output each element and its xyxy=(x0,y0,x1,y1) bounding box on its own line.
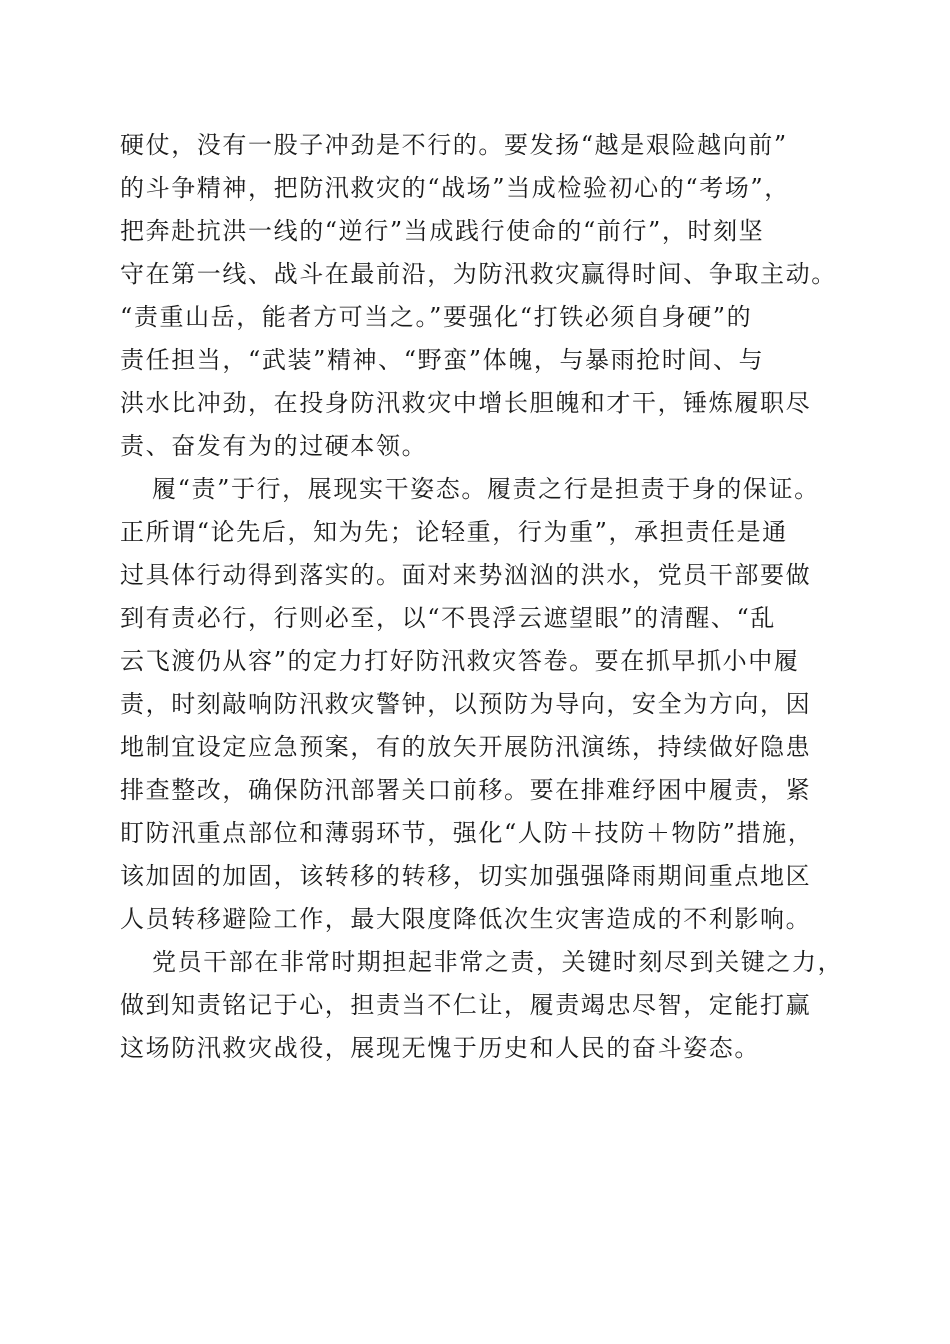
paragraph-first-line: 党员干部在非常时期担起非常之责，关键时刻尽到关键之力， xyxy=(152,948,844,976)
text-line: 盯防汛重点部位和薄弱环节，强化“人防＋技防＋物防”措施， xyxy=(120,819,814,847)
text-line: 人员转移避险工作，最大限度降低次生灾害造成的不利影响。 xyxy=(120,905,812,933)
text-line: 守在第一线、战斗在最前沿，为防汛救灾赢得时间、争取主动。 xyxy=(120,260,837,288)
text-line: 洪水比冲劲，在投身防汛救灾中增长胆魄和才干，锤炼履职尽 xyxy=(120,389,812,417)
text-line: “责重山岳，能者方可当之。”要强化“打铁必须自身硬”的 xyxy=(120,303,753,331)
text-line: 云飞渡仍从容”的定力打好防汛救灾答卷。要在抓早抓小中履 xyxy=(120,647,800,675)
text-line: 该加固的加固，该转移的转移，切实加强强降雨期间重点地区 xyxy=(120,862,812,890)
paragraph-first-line: 履“责”于行，展现实干姿态。履责之行是担责于身的保证。 xyxy=(152,475,820,503)
text-line: 责任担当，“武装”精神、“野蛮”体魄，与暴雨抢时间、与 xyxy=(120,346,765,374)
text-line: 排查整改，确保防汛部署关口前移。要在排难纾困中履责，紧 xyxy=(120,776,812,804)
text-line: 的斗争精神，把防汛救灾的“战场”当成检验初心的“考场”， xyxy=(120,174,790,202)
text-line: 硬仗，没有一股子冲劲是不行的。要发扬“越是艰险越向前” xyxy=(120,131,788,159)
body-text xyxy=(120,124,844,1070)
text-line: 正所谓“论先后，知为先；论轻重，行为重”，承担责任是通 xyxy=(120,518,788,546)
text-line: 把奔赴抗洪一线的“逆行”当成践行使命的“前行”，时刻坚 xyxy=(120,217,765,245)
text-line: 做到知责铭记于心，担责当不仁让，履责竭忠尽智，定能打赢 xyxy=(120,991,812,1019)
text-line: 责，时刻敲响防汛救灾警钟，以预防为导向，安全为方向，因 xyxy=(120,690,812,718)
text-line: 这场防汛救灾战役，展现无愧于历史和人民的奋斗姿态。 xyxy=(120,1034,760,1062)
text-line: 责、奋发有为的过硬本领。 xyxy=(120,432,428,460)
text-line: 地制宜设定应急预案，有的放矢开展防汛演练，持续做好隐患 xyxy=(120,733,812,761)
text-line: 过具体行动得到落实的。面对来势汹汹的洪水，党员干部要做 xyxy=(120,561,812,589)
text-line: 到有责必行，行则必至，以“不畏浮云遮望眼”的清醒、“乱 xyxy=(120,604,777,632)
